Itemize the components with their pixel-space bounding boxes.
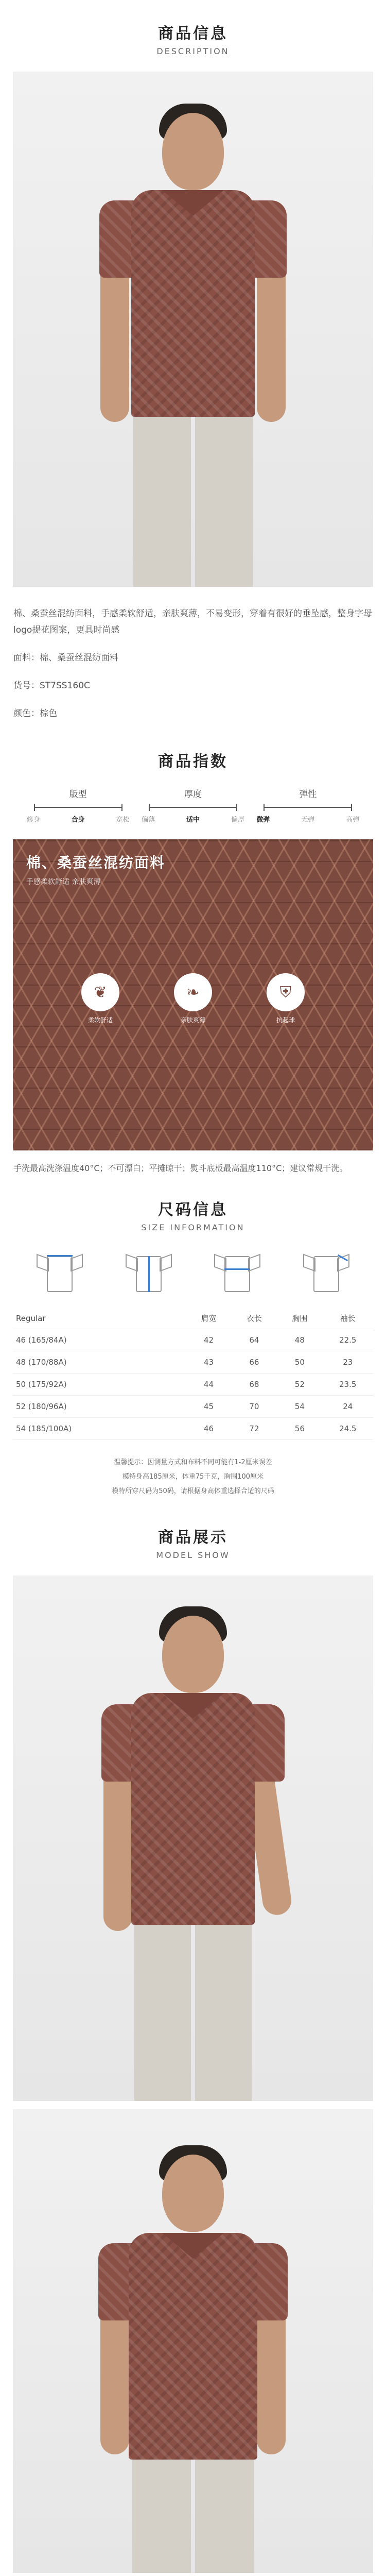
fabric-feature-label: 亲肤爽薄 [180,1016,205,1024]
section-model-title [0,1499,386,1560]
table-cell: 50 (175/92A) [13,1374,186,1396]
table-cell: 42 [186,1329,231,1351]
index-option-selected: 微弹 [256,816,270,824]
size-header-cell: 肩宽 [186,1308,231,1329]
table-cell: 43 [186,1351,231,1374]
table-cell: 68 [232,1374,277,1396]
model-right-leg [195,417,253,587]
table-cell: 70 [232,1396,277,1418]
measure-sleeve-icon [303,1248,349,1294]
section-title-zh: 商品展示 [158,1529,228,1547]
index-option: 偏厚 [231,816,244,824]
index-thickness [142,787,244,824]
size-table [13,1308,373,1440]
table-cell: 23.5 [323,1374,373,1396]
fabric-feature-icons [13,973,373,1024]
section-index-title [0,733,386,771]
index-option-selected: 适中 [186,816,200,824]
size-notes [0,1455,386,1499]
size-header-cell: Regular [13,1308,186,1329]
fabric-feature-item [257,973,314,1024]
index-option: 无弹 [301,816,315,824]
table-cell: 48 (170/88A) [13,1351,186,1374]
feather-icon: ❦ [81,973,119,1011]
section-size-title [0,1176,386,1232]
fabric-feature-item [72,973,129,1024]
table-cell: 44 [186,1374,231,1396]
fabric-feature-title: 棉、桑蚕丝混纺面料 [26,854,166,871]
index-label: 厚度 [184,789,202,800]
fabric-text: 面料：棉、桑蚕丝混纺面料 [13,653,118,663]
index-option: 偏薄 [141,816,155,824]
index-option-selected: 合身 [71,816,85,824]
product-photo-front [13,72,373,587]
size-note-line: 温馨提示：因测量方式和布料不同可能有1-2厘米误差 [114,1459,272,1466]
table-row [13,1374,373,1396]
size-note-line: 模特所穿尺码为50码，请根据身高体重选择合适的尺码 [112,1487,274,1495]
fabric-feature-subtitle: 手感柔软舒适 亲肤爽薄 [26,878,101,886]
table-cell: 45 [186,1396,231,1418]
model-head [162,113,224,190]
index-option: 宽松 [116,816,130,824]
model-left-leg [133,417,191,587]
index-options [256,814,359,824]
table-row [13,1351,373,1374]
table-cell: 24 [323,1396,373,1418]
fabric-feature-item [165,973,221,1024]
leaf-icon: ❧ [174,973,212,1011]
table-cell: 54 [277,1396,322,1418]
index-fit [27,787,130,824]
shirt-collar [162,190,224,216]
section-title-zh: 商品信息 [158,25,228,43]
table-cell: 56 [277,1418,322,1440]
size-header-cell: 胸围 [277,1308,322,1329]
size-header-cell: 袖长 [323,1308,373,1329]
index-scale-bar [149,807,237,808]
fabric-feature-label: 柔软舒适 [87,1016,113,1024]
model-head [162,2155,224,2232]
product-index-grid [0,771,386,824]
table-cell: 46 (165/84A) [13,1329,186,1351]
model-left-arm [100,257,129,422]
polo-shirt [131,190,255,417]
polo-shirt [131,1693,255,1925]
section-title-zh: 商品指数 [158,753,228,771]
model-left-arm [103,1761,132,1931]
table-cell: 23 [323,1351,373,1374]
index-option: 高弹 [346,816,360,824]
shirt-collar [162,1693,224,1719]
table-cell: 54 (185/100A) [13,1418,186,1440]
table-cell: 22.5 [323,1329,373,1351]
polo-shirt [129,2233,257,2460]
description-text: 棉、桑蚕丝混纺面料，手感柔软舒适，亲肤爽薄，不易变形，穿着有很好的垂坠感，整身字母logo提花图案，更具时尚感 [13,608,372,635]
table-cell: 52 (180/96A) [13,1396,186,1418]
measure-shoulder-icon [37,1248,83,1294]
table-cell: 48 [277,1329,322,1351]
fabric-feature-text [26,852,165,887]
table-cell: 46 [186,1418,231,1440]
table-cell: 52 [277,1374,322,1396]
color-text: 颜色：棕色 [13,708,57,719]
measure-chest-icon [214,1248,260,1294]
section-product-info-title [0,0,386,56]
model-right-leg [195,1925,252,2101]
size-measure-illustrations [0,1232,386,1294]
table-cell: 72 [232,1418,277,1440]
model-show-note [0,2573,386,2576]
model-right-arm [257,2300,286,2454]
model-left-leg [134,1925,191,2101]
table-row [13,1329,373,1351]
model-head [162,1616,224,1693]
model-right-arm [257,257,286,422]
index-scale-bar [34,807,122,808]
measure-length-icon [126,1248,172,1294]
fabric-feature-label: 抗起球 [276,1016,295,1024]
model-right-leg [195,2460,254,2573]
model-photo-1 [13,1575,373,2101]
index-options [142,814,244,824]
index-elasticity [256,787,359,824]
care-instructions: 手洗最高洗涤温度40°C；不可漂白；平摊晾干；熨斗底板最高温度110°C；建议常规干洗。 [13,1163,348,1173]
section-title-en: MODEL SHOW [156,1550,230,1560]
index-option: 修身 [26,816,40,824]
index-label: 弹性 [299,789,317,800]
table-cell: 64 [232,1329,277,1351]
section-title-en: SIZE INFORMATION [141,1223,245,1232]
size-header-cell: 衣长 [232,1308,277,1329]
sku-text: 货号：ST7SS160C [13,681,90,691]
size-note-line: 模特身高185厘米，体重75千克，胸围100厘米 [122,1473,264,1481]
table-row [13,1418,373,1440]
table-row [13,1396,373,1418]
shield-icon: ⛨ [267,973,305,1011]
index-scale-bar [264,807,352,808]
product-description [0,605,386,722]
table-cell: 50 [277,1351,322,1374]
table-cell: 24.5 [323,1418,373,1440]
index-options [27,814,130,824]
index-label: 版型 [69,789,87,800]
section-title-zh: 尺码信息 [158,1201,228,1219]
size-table-header [13,1308,373,1329]
section-title-en: DESCRIPTION [156,46,230,56]
model-left-arm [100,2300,129,2454]
model-photo-2 [13,2109,373,2573]
model-left-leg [132,2460,191,2573]
shirt-collar [162,2233,224,2259]
table-cell: 66 [232,1351,277,1374]
fabric-feature-panel [13,839,373,1150]
